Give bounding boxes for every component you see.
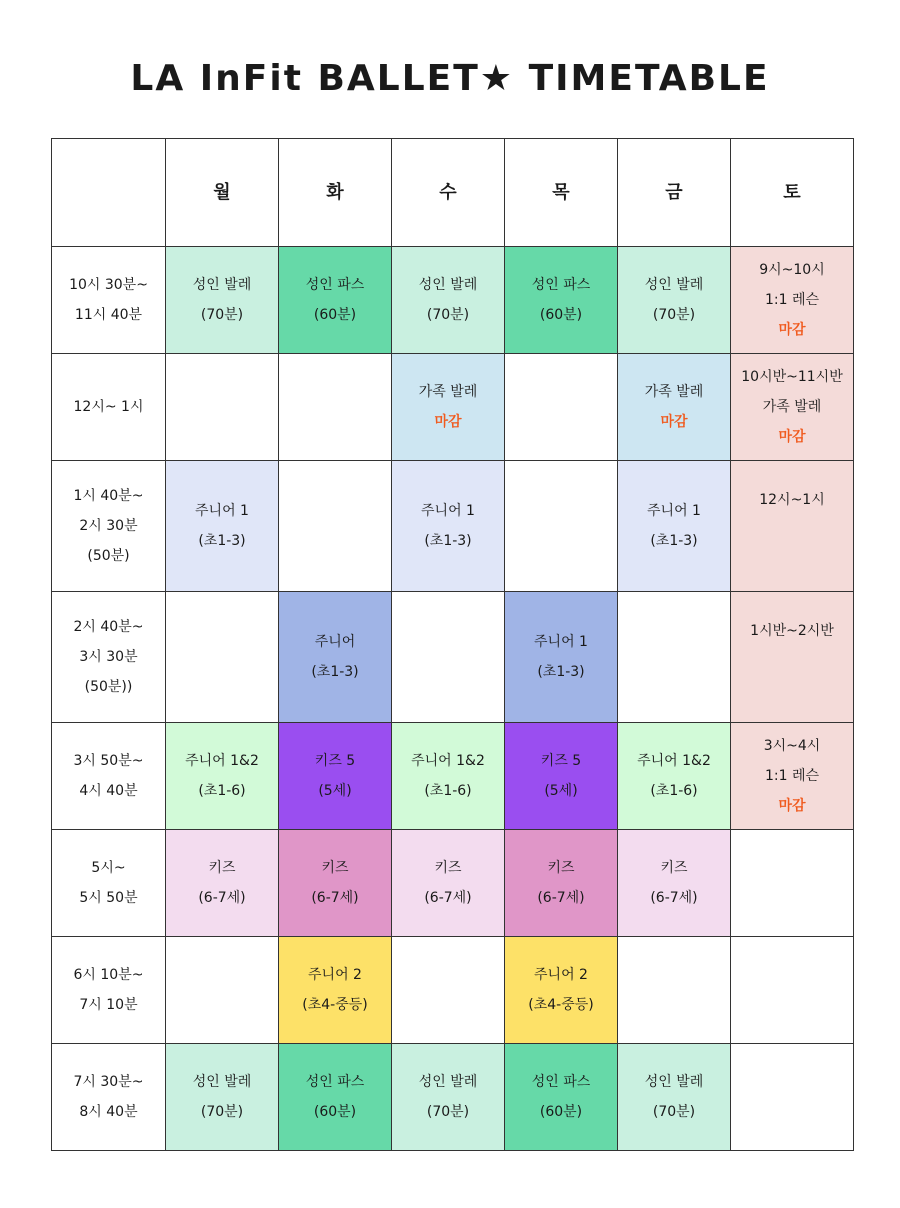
table-row [52, 247, 854, 354]
class-cell-mon [166, 723, 279, 830]
class-text: (60분) [539, 307, 583, 323]
time-slot-text: 6시 10분~ [73, 967, 144, 983]
time-slot-text: 7시 10분 [79, 997, 138, 1013]
class-text: (70분) [200, 307, 244, 323]
table-row [52, 1044, 854, 1151]
class-text: 키즈 [660, 860, 688, 876]
timetable [51, 138, 854, 1151]
class-text: 주니어 1 [421, 503, 475, 519]
class-cell-tue [279, 592, 392, 723]
class-text: 1:1 레슨 [764, 292, 820, 308]
class-cell-thu [505, 461, 618, 592]
closed-badge: 마감 [660, 414, 688, 430]
class-text: 1시반~2시반 [750, 623, 834, 639]
class-text: 주니어 1&2 [637, 753, 711, 769]
class-text: (초1-3) [424, 533, 472, 549]
class-cell-tue [279, 247, 392, 354]
time-slot-text: 4시 40분 [79, 783, 138, 799]
time-slot-text: 2시 30분 [79, 518, 138, 534]
class-cell-sat [731, 723, 854, 830]
class-cell-fri [618, 937, 731, 1044]
time-slot-text: 2시 40분~ [73, 619, 144, 635]
class-text: (6-7세) [650, 890, 698, 906]
class-cell-wed [392, 592, 505, 723]
table-row [52, 723, 854, 830]
class-cell-fri [618, 1044, 731, 1151]
class-cell-wed [392, 354, 505, 461]
time-slot-text: 11시 40분 [74, 307, 143, 323]
class-cell-wed [392, 723, 505, 830]
table-row [52, 830, 854, 937]
class-cell-mon [166, 1044, 279, 1151]
time-slot-cell [52, 354, 166, 461]
class-cell-sat [731, 461, 854, 592]
class-cell-tue [279, 354, 392, 461]
class-cell-thu [505, 1044, 618, 1151]
day-header-thu: 목 [505, 139, 618, 247]
class-cell-fri [618, 461, 731, 592]
class-cell-fri [618, 354, 731, 461]
class-cell-tue [279, 461, 392, 592]
class-text: (70분) [652, 307, 696, 323]
class-cell-fri [618, 723, 731, 830]
closed-badge: 마감 [778, 798, 806, 814]
class-text: 성인 발레 [418, 277, 478, 293]
class-cell-mon [166, 247, 279, 354]
class-text: 성인 발레 [192, 277, 252, 293]
time-slot-text: 12시~ 1시 [73, 399, 144, 415]
class-cell-sat [731, 830, 854, 937]
time-slot-cell [52, 723, 166, 830]
time-slot-text: 3시 30분 [79, 649, 138, 665]
class-text: 3시~4시 [763, 738, 821, 754]
class-cell-tue [279, 830, 392, 937]
class-text: (6-7세) [424, 890, 472, 906]
class-text: 가족 발레 [644, 384, 704, 400]
class-text: 12시~1시 [759, 492, 825, 508]
class-cell-tue [279, 723, 392, 830]
class-text: (60분) [313, 1104, 357, 1120]
class-text: (70분) [652, 1104, 696, 1120]
class-cell-wed [392, 830, 505, 937]
class-cell-fri [618, 592, 731, 723]
class-cell-sat [731, 592, 854, 723]
time-slot-text: 7시 30분~ [73, 1074, 144, 1090]
class-text: 성인 발레 [192, 1074, 252, 1090]
time-slot-cell [52, 1044, 166, 1151]
class-cell-thu [505, 247, 618, 354]
class-cell-thu [505, 723, 618, 830]
class-text: 가족 발레 [762, 399, 822, 415]
class-cell-sat [731, 354, 854, 461]
class-text: 키즈 [321, 860, 349, 876]
class-cell-thu [505, 937, 618, 1044]
class-text: (초1-6) [424, 783, 472, 799]
class-text: 주니어 1 [534, 634, 588, 650]
class-cell-fri [618, 247, 731, 354]
class-text: (초1-3) [650, 533, 698, 549]
class-cell-mon [166, 461, 279, 592]
class-text: (초1-6) [650, 783, 698, 799]
time-slot-cell [52, 461, 166, 592]
table-row [52, 592, 854, 723]
class-cell-fri [618, 830, 731, 937]
time-slot-cell [52, 247, 166, 354]
class-text: (6-7세) [537, 890, 585, 906]
class-text: 주니어 1&2 [411, 753, 485, 769]
class-text: 성인 발레 [418, 1074, 478, 1090]
class-text: (초1-6) [198, 783, 246, 799]
class-text: 9시~10시 [759, 262, 825, 278]
class-text: (60분) [313, 307, 357, 323]
time-slot-text: 1시 40분~ [73, 488, 144, 504]
class-text: (70분) [200, 1104, 244, 1120]
class-text: (초1-3) [311, 664, 359, 680]
class-text: 성인 파스 [305, 1074, 365, 1090]
closed-badge: 마감 [778, 429, 806, 445]
class-text: 키즈 5 [314, 753, 356, 769]
class-text: 주니어 1 [647, 503, 701, 519]
class-text: 주니어 2 [534, 967, 588, 983]
closed-badge: 마감 [434, 414, 462, 430]
table-row [52, 354, 854, 461]
class-cell-mon [166, 592, 279, 723]
table-row [52, 461, 854, 592]
class-text: (5세) [544, 783, 578, 799]
class-text: 성인 파스 [305, 277, 365, 293]
class-text: 키즈 [208, 860, 236, 876]
class-text: 성인 파스 [531, 1074, 591, 1090]
day-header-sat: 토 [731, 139, 854, 247]
class-text: 주니어 1 [195, 503, 249, 519]
class-text: (초1-3) [198, 533, 246, 549]
class-text: 가족 발레 [418, 384, 478, 400]
class-text: 1:1 레슨 [764, 768, 820, 784]
time-slot-text: 3시 50분~ [73, 753, 144, 769]
time-slot-text: (50분) [87, 548, 130, 564]
class-cell-wed [392, 937, 505, 1044]
class-text: 키즈 [547, 860, 575, 876]
corner-cell [52, 139, 166, 247]
class-text: 키즈 5 [540, 753, 582, 769]
class-text: 성인 발레 [644, 277, 704, 293]
class-text: 주니어 2 [308, 967, 362, 983]
header-row [52, 139, 854, 247]
class-text: 주니어 1&2 [185, 753, 259, 769]
class-cell-sat [731, 247, 854, 354]
class-cell-mon [166, 830, 279, 937]
closed-badge: 마감 [778, 322, 806, 338]
class-cell-thu [505, 830, 618, 937]
class-cell-thu [505, 354, 618, 461]
table-row [52, 937, 854, 1044]
class-text: (5세) [318, 783, 352, 799]
class-cell-wed [392, 1044, 505, 1151]
class-text: 주니어 [314, 634, 356, 650]
class-text: 성인 발레 [644, 1074, 704, 1090]
time-slot-text: (50분)) [84, 679, 133, 695]
day-header-fri: 금 [618, 139, 731, 247]
day-header-mon: 월 [166, 139, 279, 247]
class-cell-sat [731, 1044, 854, 1151]
class-text: (초4-중등) [528, 997, 594, 1013]
class-cell-tue [279, 937, 392, 1044]
class-text: (70분) [426, 1104, 470, 1120]
class-text: (6-7세) [198, 890, 246, 906]
class-text: (70분) [426, 307, 470, 323]
class-cell-tue [279, 1044, 392, 1151]
time-slot-cell [52, 592, 166, 723]
time-slot-text: 5시 50분 [79, 890, 138, 906]
class-cell-mon [166, 354, 279, 461]
class-text: 키즈 [434, 860, 462, 876]
page-title: LA InFit BALLET★ TIMETABLE [130, 58, 770, 99]
class-text: (6-7세) [311, 890, 359, 906]
time-slot-cell [52, 830, 166, 937]
time-slot-text: 5시~ [91, 860, 126, 876]
class-text: (60분) [539, 1104, 583, 1120]
time-slot-text: 10시 30분~ [69, 277, 148, 293]
class-text: 성인 파스 [531, 277, 591, 293]
day-header-tue: 화 [279, 139, 392, 247]
class-cell-sat [731, 937, 854, 1044]
class-cell-thu [505, 592, 618, 723]
time-slot-cell [52, 937, 166, 1044]
day-header-wed: 수 [392, 139, 505, 247]
class-cell-wed [392, 247, 505, 354]
class-text: (초1-3) [537, 664, 585, 680]
class-cell-wed [392, 461, 505, 592]
class-cell-mon [166, 937, 279, 1044]
time-slot-text: 8시 40분 [79, 1104, 138, 1120]
class-text: (초4-중등) [302, 997, 368, 1013]
class-text: 10시반~11시반 [741, 369, 843, 385]
